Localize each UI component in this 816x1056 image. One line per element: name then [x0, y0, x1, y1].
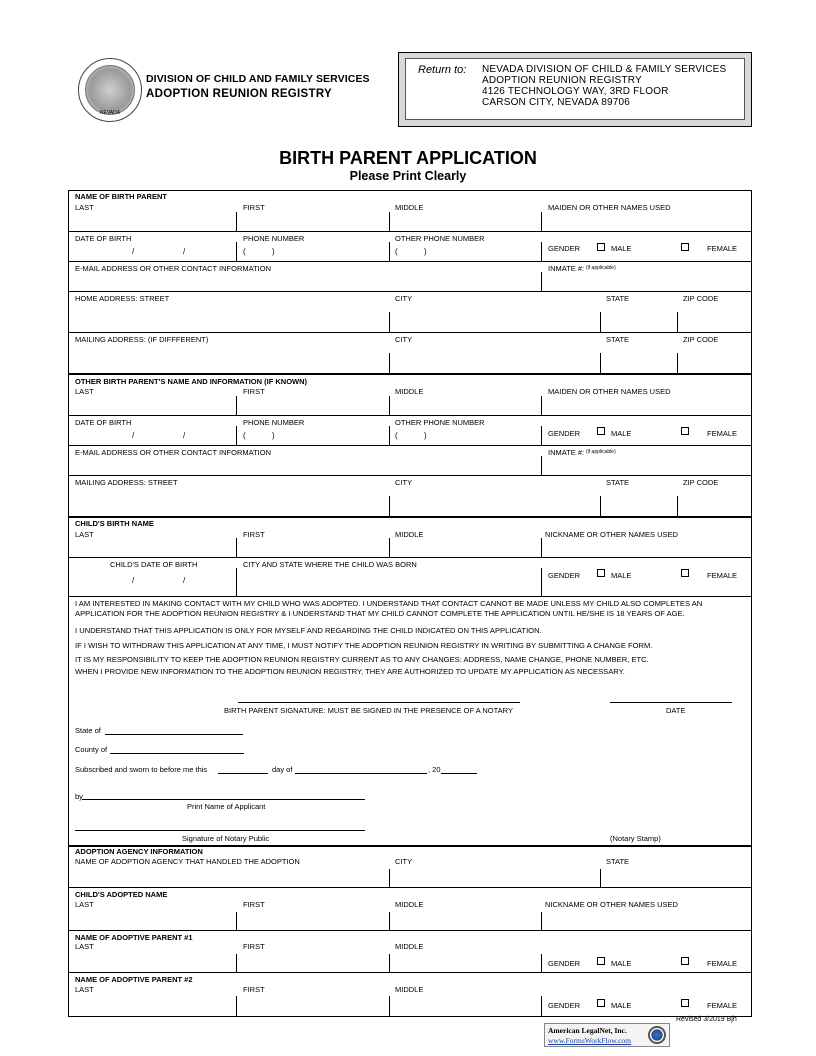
state-of-label: State of [75, 726, 101, 735]
home-state-field[interactable]: STATE [606, 294, 630, 303]
statement-paragraph: WHEN I PROVIDE NEW INFORMATION TO THE ADOPTION REUNION REGISTRY, THEY ARE AUTHORIZED TO UPDATE MY APPLICATION AS NECESSARY. [75, 667, 625, 676]
home-zip-field[interactable]: ZIP CODE [683, 294, 719, 303]
mailing-street-field[interactable]: MAILING ADDRESS: (IF DIFFFERENT) [75, 335, 209, 344]
mailing-state-field[interactable]: STATE [606, 335, 630, 344]
return-line: ADOPTION REUNION REGISTRY [482, 75, 642, 86]
area-code-close: ) [272, 247, 275, 256]
ap2-female-checkbox[interactable] [681, 999, 689, 1007]
female-checkbox[interactable] [681, 243, 689, 251]
other-phone-field[interactable]: OTHER PHONE NUMBER [395, 234, 485, 243]
section-child-birth-name: CHILD'S BIRTH NAME [75, 519, 154, 528]
adopted-last-name-field[interactable]: LAST [75, 900, 94, 909]
print-name-label: Print Name of Applicant [187, 802, 266, 811]
sworn-month-input[interactable] [295, 773, 427, 774]
area-code-open: ( [395, 431, 398, 440]
mailing-city-field[interactable]: CITY [395, 335, 413, 344]
ap1-middle-name-field[interactable]: MIDDLE [395, 942, 424, 951]
registry-name: ADOPTION REUNION REGISTRY [146, 88, 332, 100]
female-label: FEMALE [707, 429, 738, 438]
email-field[interactable]: E-MAIL ADDRESS OR OTHER CONTACT INFORMATION [75, 264, 271, 273]
notary-signature-label: Signature of Notary Public [182, 834, 270, 843]
date-label: DATE [666, 706, 686, 715]
gender-label: GENDER [548, 571, 581, 580]
area-code-close: ) [424, 431, 427, 440]
ap1-first-name-field[interactable]: FIRST [243, 942, 265, 951]
brand-logo-icon [648, 1026, 666, 1044]
signature-label: BIRTH PARENT SIGNATURE: MUST BE SIGNED IN THE PRESENCE OF A NOTARY [224, 706, 513, 715]
other-male-checkbox[interactable] [597, 427, 605, 435]
other-maiden-name-field[interactable]: MAIDEN OR OTHER NAMES USED [548, 387, 671, 396]
date-separator: / [183, 576, 186, 585]
dob-field[interactable]: DATE OF BIRTH [75, 234, 132, 243]
sworn-day-input[interactable] [218, 773, 268, 774]
child-dob-field[interactable]: CHILD'S DATE OF BIRTH [110, 560, 198, 569]
other-dob-field[interactable]: DATE OF BIRTH [75, 418, 132, 427]
ap1-male-checkbox[interactable] [597, 957, 605, 965]
ap2-male-checkbox[interactable] [597, 999, 605, 1007]
notary-signature-input[interactable] [75, 830, 365, 831]
first-name-field[interactable]: FIRST [243, 203, 265, 212]
other-mailing-street-field[interactable]: MAILING ADDRESS: STREET [75, 478, 178, 487]
inmate-number-field[interactable]: INMATE #: [548, 264, 585, 273]
child-nickname-field[interactable]: NICKNAME OR OTHER NAMES USED [545, 530, 678, 539]
area-code-open: ( [243, 247, 246, 256]
legalnet-brand [544, 1023, 670, 1047]
if-applicable-note: (if applicable) [586, 265, 616, 271]
other-last-name-field[interactable]: LAST [75, 387, 94, 396]
date-separator: / [132, 431, 135, 440]
seal-text: NEVADA [99, 110, 121, 116]
area-code-close: ) [272, 431, 275, 440]
gender-label: GENDER [548, 244, 581, 253]
revision-note: Revised 3/2019 Bjh [676, 1016, 737, 1023]
female-label: FEMALE [707, 571, 738, 580]
male-checkbox[interactable] [597, 243, 605, 251]
state-of-input[interactable] [105, 734, 243, 735]
county-of-label: County of [75, 745, 108, 754]
date-separator: / [132, 576, 135, 585]
mailing-zip-field[interactable]: ZIP CODE [683, 335, 719, 344]
return-line: CARSON CITY, NEVADA 89706 [482, 97, 631, 108]
nevada-state-seal [78, 58, 142, 122]
adopted-nickname-field[interactable]: NICKNAME OR OTHER NAMES USED [545, 900, 678, 909]
female-label: FEMALE [707, 244, 738, 253]
phone-field[interactable]: PHONE NUMBER [243, 234, 305, 243]
ap1-last-name-field[interactable]: LAST [75, 942, 94, 951]
other-mailing-city-field[interactable]: CITY [395, 478, 413, 487]
male-label: MALE [611, 429, 632, 438]
brand-url-link[interactable]: www.FormsWorkFlow.com [548, 1036, 632, 1045]
notary-stamp-label: (Notary Stamp) [610, 834, 661, 843]
applicant-name-input[interactable] [82, 799, 365, 800]
agency-state-field[interactable]: STATE [606, 857, 630, 866]
male-label: MALE [611, 244, 632, 253]
adopted-middle-name-field[interactable]: MIDDLE [395, 900, 424, 909]
other-middle-name-field[interactable]: MIDDLE [395, 387, 424, 396]
sworn-year-input[interactable] [441, 773, 477, 774]
middle-name-field[interactable]: MIDDLE [395, 203, 424, 212]
page-subtitle: Please Print Clearly [349, 169, 467, 183]
return-line: 4126 TECHNOLOGY WAY, 3RD FLOOR [482, 86, 669, 97]
gender-label: GENDER [548, 1001, 581, 1010]
statement-paragraph: I UNDERSTAND THAT THIS APPLICATION IS ONLY FOR MYSELF AND REGARDING THE CHILD INDICATED ON THIS APPLICATION. [75, 626, 542, 635]
adopted-first-name-field[interactable]: FIRST [243, 900, 265, 909]
ap2-first-name-field[interactable]: FIRST [243, 985, 265, 994]
date-line[interactable] [610, 702, 732, 703]
other-mailing-state-field[interactable]: STATE [606, 478, 630, 487]
section-adoptive-parent-1: NAME OF ADOPTIVE PARENT #1 [75, 933, 193, 942]
county-of-input[interactable] [110, 753, 244, 754]
return-label: Return to: [418, 64, 467, 76]
agency-name: DIVISION OF CHILD AND FAMILY SERVICES [146, 73, 370, 85]
date-separator: / [132, 247, 135, 256]
child-female-checkbox[interactable] [681, 569, 689, 577]
home-street-field[interactable]: HOME ADDRESS: STREET [75, 294, 170, 303]
page-title: BIRTH PARENT APPLICATION [279, 148, 537, 168]
last-name-field[interactable]: LAST [75, 203, 94, 212]
section-adoption-agency: ADOPTION AGENCY INFORMATION [75, 847, 203, 856]
other-female-checkbox[interactable] [681, 427, 689, 435]
area-code-open: ( [243, 431, 246, 440]
agency-city-field[interactable]: CITY [395, 857, 413, 866]
gender-label: GENDER [548, 429, 581, 438]
other-email-field[interactable]: E-MAIL ADDRESS OR OTHER CONTACT INFORMATION [75, 448, 271, 457]
male-label: MALE [611, 571, 632, 580]
female-label: FEMALE [707, 959, 738, 968]
female-label: FEMALE [707, 1001, 738, 1010]
other-inmate-number-field[interactable]: INMATE #: [548, 448, 585, 457]
by-label: by [75, 792, 83, 801]
birth-city-state-field[interactable]: CITY AND STATE WHERE THE CHILD WAS BORN [243, 560, 417, 569]
year-prefix-label: , 20 [428, 765, 441, 774]
area-code-close: ) [424, 247, 427, 256]
section-adoptive-parent-2: NAME OF ADOPTIVE PARENT #2 [75, 975, 193, 984]
agency-name-field[interactable]: NAME OF ADOPTION AGENCY THAT HANDLED THE ADOPTION [75, 857, 300, 866]
male-label: MALE [611, 1001, 632, 1010]
area-code-open: ( [395, 247, 398, 256]
ap2-last-name-field[interactable]: LAST [75, 985, 94, 994]
subscribed-label: Subscribed and sworn to before me this [75, 765, 208, 774]
other-mailing-zip-field[interactable]: ZIP CODE [683, 478, 719, 487]
day-of-label: day of [272, 765, 293, 774]
return-line: NEVADA DIVISION OF CHILD & FAMILY SERVICES [482, 64, 727, 75]
ap2-middle-name-field[interactable]: MIDDLE [395, 985, 424, 994]
if-applicable-note: (if applicable) [586, 449, 616, 455]
date-separator: / [183, 431, 186, 440]
gender-label: GENDER [548, 959, 581, 968]
other-phone-number-field[interactable]: PHONE NUMBER [243, 418, 305, 427]
maiden-name-field[interactable]: MAIDEN OR OTHER NAMES USED [548, 203, 671, 212]
other-alt-phone-field[interactable]: OTHER PHONE NUMBER [395, 418, 485, 427]
child-last-name-field[interactable]: LAST [75, 530, 94, 539]
brand-name: American LegalNet, Inc. [548, 1026, 627, 1035]
section-child-adopted-name: CHILD'S ADOPTED NAME [75, 890, 168, 899]
signature-line[interactable] [238, 702, 520, 703]
statement-paragraph: IF I WISH TO WITHDRAW THIS APPLICATION AT ANY TIME, I MUST NOTIFY THE ADOPTION REUNION REGISTRY IN WRITING BY SUBMITTING A CHANGE FORM. [75, 641, 653, 650]
statement-paragraph: I AM INTERESTED IN MAKING CONTACT WITH MY CHILD WHO WAS ADOPTED. I UNDERSTAND THAT CONTACT CANNOT BE MADE UNLESS MY CHILD ALSO COMPLETES AN APPLICATION FOR THE ADOPTION REUNION REGISTRY & I UNDERSTAND THAT MY CHILD CANNOT COMPLETE THE APPLICATION UNTIL HE/SHE IS 18 YEARS OF AGE. [75, 599, 703, 618]
child-male-checkbox[interactable] [597, 569, 605, 577]
date-separator: / [183, 247, 186, 256]
seal-emblem [85, 65, 135, 115]
child-middle-name-field[interactable]: MIDDLE [395, 530, 424, 539]
section-other-parent: OTHER BIRTH PARENT'S NAME AND INFORMATION (IF KNOWN) [75, 377, 308, 386]
home-city-field[interactable]: CITY [395, 294, 413, 303]
other-first-name-field[interactable]: FIRST [243, 387, 265, 396]
section-birth-parent: NAME OF BIRTH PARENT [75, 192, 167, 201]
statement-paragraph: IT IS MY RESPONSIBILITY TO KEEP THE ADOPTION REUNION REGISTRY CURRENT AS TO ANY CHANGES: ADDRESS, NAME CHANGE, PHONE NUMBER, ETC. [75, 655, 649, 664]
child-first-name-field[interactable]: FIRST [243, 530, 265, 539]
ap1-female-checkbox[interactable] [681, 957, 689, 965]
male-label: MALE [611, 959, 632, 968]
